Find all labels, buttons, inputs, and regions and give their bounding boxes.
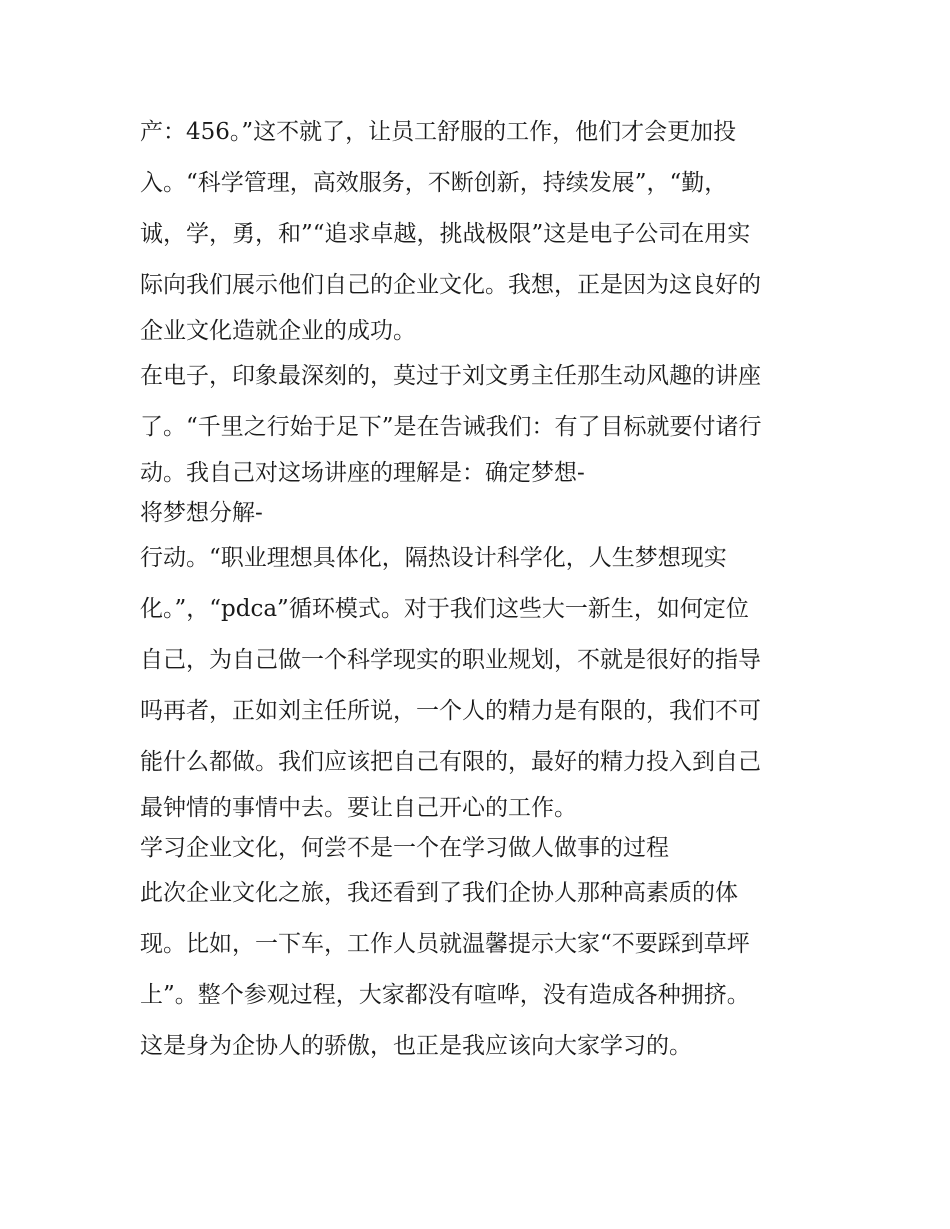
- text-line: 自己，为自己做一个科学现实的职业规划，不就是很好的指导: [140, 647, 761, 673]
- text-line: 动。我自己对这场讲座的理解是：确定梦想-: [140, 460, 585, 486]
- text-line: 此次企业文化之旅，我还看到了我们企协人那种高素质的体: [140, 880, 738, 906]
- text-line: 产：456。”这不就了，让员工舒服的工作，他们才会更加投: [140, 119, 737, 145]
- text-line: 上”。整个参观过程，大家都没有喧哗，没有造成各种拥挤。: [140, 982, 750, 1008]
- text-line: 学习企业文化，何尝不是一个在学习做人做事的过程: [140, 835, 669, 861]
- text-line: 这是身为企协人的骄傲，也正是我应该向大家学习的。: [140, 1033, 692, 1059]
- text-line: 诚，学，勇，和”“追求卓越，挑战极限”这是电子公司在用实: [140, 221, 751, 247]
- text-line: 行动。“职业理想具体化，隔热设计科学化，人生梦想现实: [140, 545, 727, 571]
- text-line: 了。“千里之行始于足下”是在告诫我们：有了目标就要付诸行: [140, 414, 762, 440]
- text-line: 吗再者，正如刘主任所说，一个人的精力是有限的，我们不可: [140, 698, 761, 724]
- text-line: 将梦想分解-: [140, 500, 263, 526]
- text-line: 在电子，印象最深刻的，莫过于刘文勇主任那生动风趣的讲座: [140, 363, 761, 389]
- text-line: 现。比如，一下车，工作人员就温馨提示大家“不要踩到草坪: [140, 931, 750, 957]
- text-line: 能什么都做。我们应该把自己有限的，最好的精力投入到自己: [140, 749, 761, 775]
- text-line: 企业文化造就企业的成功。: [140, 318, 416, 344]
- text-line: 最钟情的事情中去。要让自己开心的工作。: [140, 795, 577, 821]
- text-line: 际向我们展示他们自己的企业文化。我想，正是因为这良好的: [140, 272, 761, 298]
- body-text: [140, 107, 830, 1072]
- text-line: 化。”，“pdca”循环模式。对于我们这些大一新生，如何定位: [140, 596, 749, 622]
- text-line: 入。“科学管理，高效服务，不断创新，持续发展”，“勤，: [140, 170, 728, 196]
